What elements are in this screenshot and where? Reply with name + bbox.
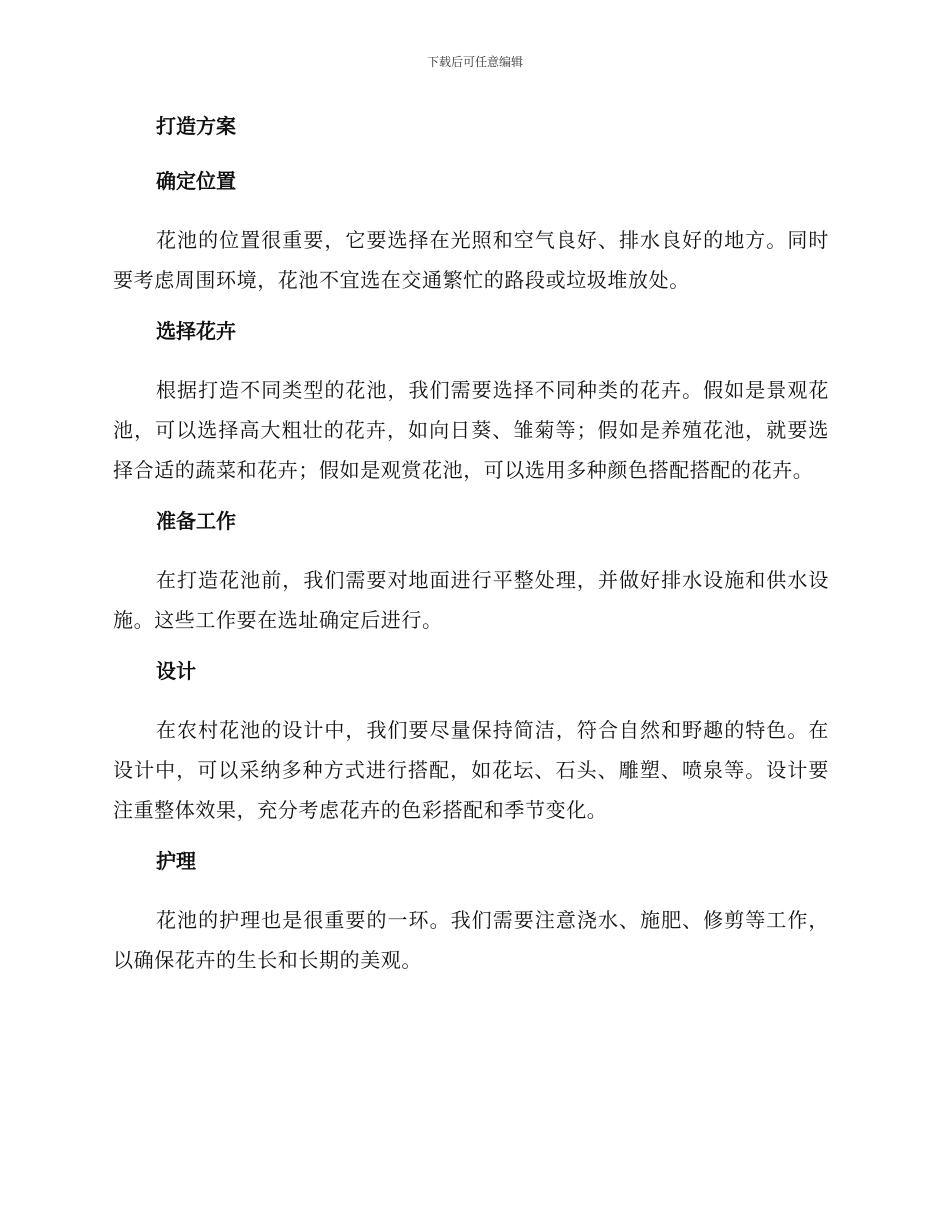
- paragraph-preparation: 在打造花池前，我们需要对地面进行平整处理，并做好排水设施和供水设施。这些工作要在选址确定后进行。: [113, 568, 829, 632]
- section-heading-design: 设计: [156, 659, 196, 683]
- section-heading-location: 确定位置: [156, 169, 236, 193]
- section-heading-plan: 打造方案: [156, 114, 236, 138]
- paragraph-care: 花池的护理也是很重要的一环。我们需要注意浇水、施肥、修剪等工作，以确保花卉的生长和长期的美观。: [113, 908, 829, 972]
- paragraph-location: 花池的位置很重要，它要选择在光照和空气良好、排水良好的地方。同时要考虑周围环境，花池不宜选在交通繁忙的路段或垃圾堆放处。: [113, 228, 829, 292]
- section-heading-preparation: 准备工作: [156, 509, 236, 533]
- paragraph-flowers: 根据打造不同类型的花池，我们需要选择不同种类的花卉。假如是景观花池，可以选择高大粗壮的花卉，如向日葵、雏菊等；假如是养殖花池，就要选择合适的蔬菜和花卉；假如是观赏花池，可以选用多种颜色搭配搭配的花卉。: [113, 378, 829, 482]
- section-heading-flowers: 选择花卉: [156, 319, 236, 343]
- paragraph-design: 在农村花池的设计中，我们要尽量保持简洁，符合自然和野趣的特色。在设计中，可以采纳多种方式进行搭配，如花坛、石头、雕塑、喷泉等。设计要注重整体效果，充分考虑花卉的色彩搭配和季节变化。: [113, 718, 829, 822]
- page-header: 下载后可任意编辑: [426, 55, 523, 69]
- section-heading-care: 护理: [156, 849, 196, 873]
- document-body: [113, 110, 829, 995]
